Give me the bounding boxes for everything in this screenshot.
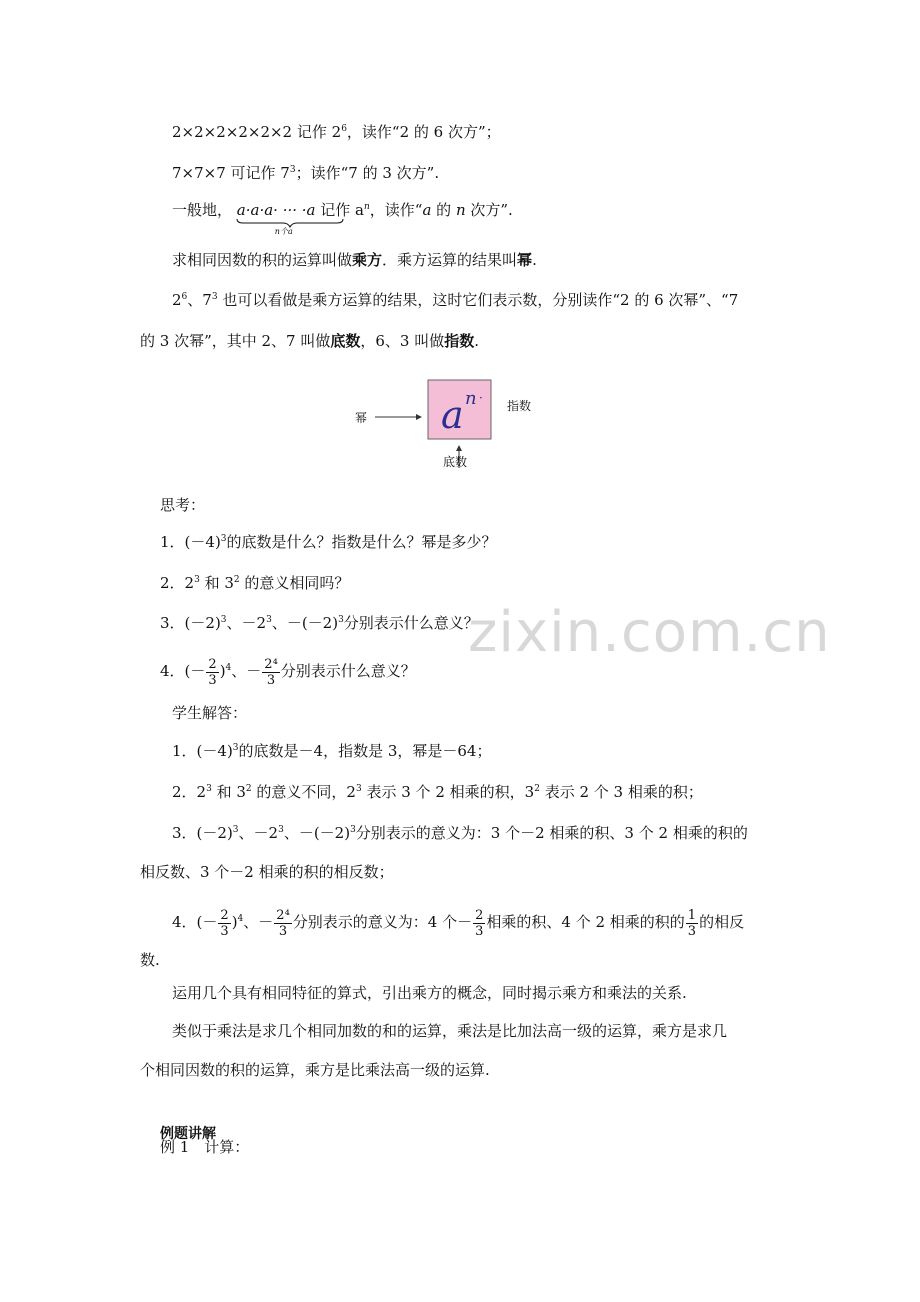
question-3 bbox=[160, 613, 479, 633]
label-exponent: 指数 bbox=[507, 399, 532, 413]
numerator: 2 bbox=[208, 656, 217, 672]
text: . bbox=[532, 251, 537, 269]
exponent: 3 bbox=[278, 825, 284, 835]
question-2 bbox=[160, 573, 349, 593]
exponent: 3 bbox=[266, 615, 272, 625]
text: ) bbox=[231, 913, 238, 931]
note-1: 运用几个具有相同特征的算式，引出乘方的概念，同时揭示乘方和乘法的关系. bbox=[172, 984, 687, 1002]
text: 的 3 次幂”，其中 2、7 叫做 bbox=[140, 332, 331, 350]
text: 表示 3 个 2 相乘的积，3 bbox=[361, 783, 535, 801]
fraction bbox=[206, 657, 218, 688]
product-underbrace bbox=[236, 200, 316, 236]
text: ) bbox=[219, 662, 226, 680]
exponent: 3 bbox=[220, 615, 227, 625]
text: 2．2 bbox=[172, 783, 207, 801]
answer-3-line-2: 相反数、3 个－2 相乘的积的相反数； bbox=[140, 863, 394, 881]
paragraph-line-2 bbox=[140, 331, 479, 351]
line-2-power-6 bbox=[172, 122, 501, 142]
term-mi: 幂 bbox=[517, 251, 533, 269]
line-general-power bbox=[172, 200, 513, 236]
answer-3 bbox=[172, 823, 748, 843]
answer-1 bbox=[172, 741, 491, 761]
text: 次方”. bbox=[465, 201, 513, 219]
text: 的相反 bbox=[699, 913, 745, 931]
fraction bbox=[686, 908, 698, 939]
numerator: 1 bbox=[687, 907, 697, 923]
text: 、－ bbox=[231, 662, 262, 680]
think-title: 思考： bbox=[160, 496, 206, 514]
exponent: 3 bbox=[232, 743, 239, 753]
example-1-title: 例 1 计算： bbox=[160, 1138, 250, 1156]
text: 和 3 bbox=[211, 783, 246, 801]
text: 分别表示的意义为：3 个－2 相乘的积、3 个 2 相乘的积的 bbox=[355, 824, 748, 842]
text: ．乘方运算的结果叫 bbox=[382, 251, 518, 269]
denominator: 3 bbox=[266, 672, 276, 688]
var-a: a bbox=[422, 201, 432, 219]
label-power: 幂 bbox=[355, 411, 368, 425]
exponent: 3 bbox=[350, 825, 356, 835]
answer-2 bbox=[172, 782, 703, 802]
denominator: 3 bbox=[220, 923, 229, 939]
exponent: n bbox=[363, 202, 370, 212]
exponent: 2 bbox=[534, 784, 540, 794]
text: 分别表示什么意义？ bbox=[280, 662, 416, 680]
text: 一般地， bbox=[172, 201, 233, 219]
text: ；读作“7 的 3 次方”. bbox=[295, 164, 440, 182]
text: 、－(－2) bbox=[283, 824, 351, 842]
fraction bbox=[262, 657, 279, 688]
exponent: 6 bbox=[181, 292, 188, 302]
numerator: 2 bbox=[220, 907, 229, 923]
text: . bbox=[474, 332, 480, 350]
answer-4-line-2: 数. bbox=[140, 951, 160, 969]
exponent: 3 bbox=[355, 784, 362, 794]
fraction bbox=[274, 908, 291, 939]
denominator: 3 bbox=[475, 923, 484, 939]
text: 、－(－2) bbox=[271, 614, 339, 632]
note-2-line-2: 个相同因数的积的运算，乘方是比乘法高一级的运算. bbox=[140, 1061, 490, 1079]
text: 的底数是－4，指数是 3，幂是－64； bbox=[238, 742, 492, 760]
exponent: 3 bbox=[211, 292, 218, 302]
text: ，读作“ bbox=[369, 201, 423, 219]
numerator: 2⁴ bbox=[276, 907, 290, 923]
section-heading: 例题讲解 bbox=[160, 1126, 216, 1142]
text: 记作 a bbox=[320, 201, 364, 219]
text: 的底数是什么？指数是什么？幂是多少？ bbox=[226, 533, 497, 551]
text: 4．(－ bbox=[160, 662, 206, 680]
definition-line bbox=[172, 250, 537, 270]
text: 也可以看做是乘方运算的结果，这时它们表示数，分别读作“2 的 6 次幂”、“7 bbox=[217, 291, 739, 309]
exponent: 3 bbox=[206, 784, 212, 794]
text: 3．(－2) bbox=[160, 614, 221, 632]
text: 1．(－4) bbox=[172, 742, 233, 760]
answer-4 bbox=[172, 902, 744, 942]
fraction bbox=[473, 908, 485, 939]
exponent: 3 bbox=[232, 825, 239, 835]
note-2-line-1: 类似于乘法是求几个相同加数的和的运算，乘法是比加法高一级的运算，乘方是求几 bbox=[172, 1022, 728, 1040]
text: 求相同因数的积的运算叫做 bbox=[172, 251, 353, 269]
paragraph-line-1 bbox=[172, 290, 738, 310]
text: 1．(－4) bbox=[160, 533, 221, 551]
numerator: 2⁴ bbox=[264, 656, 278, 672]
text: 分别表示什么意义？ bbox=[343, 614, 479, 632]
exponent: 3 bbox=[220, 534, 227, 544]
text: 、7 bbox=[187, 291, 212, 309]
text: 4．(－ bbox=[172, 913, 218, 931]
text: 3．(－2) bbox=[172, 824, 233, 842]
var-n: n bbox=[455, 201, 466, 219]
exponent: 3 bbox=[194, 575, 200, 585]
brace-note: n个a bbox=[274, 227, 293, 236]
text: 、－2 bbox=[226, 614, 267, 632]
text: 分别表示的意义为：4 个－ bbox=[292, 913, 473, 931]
exponent: 6 bbox=[341, 124, 347, 134]
text: 相乘的积、4 个 2 相乘的积的 bbox=[486, 913, 685, 931]
exponent: 4 bbox=[237, 914, 244, 924]
denominator: 3 bbox=[687, 923, 697, 939]
exponent: 3 bbox=[338, 615, 344, 625]
label-base: 底数 bbox=[443, 455, 468, 469]
question-1 bbox=[160, 532, 497, 552]
question-4 bbox=[160, 653, 416, 689]
exponent: 2 bbox=[245, 784, 252, 794]
text: 的 bbox=[431, 201, 456, 219]
fraction bbox=[218, 908, 230, 939]
denominator: 3 bbox=[278, 923, 288, 939]
text: 2×2×2×2×2×2 记作 2 bbox=[172, 123, 342, 141]
text: 2 bbox=[172, 291, 182, 309]
svg-text:·: · bbox=[479, 391, 483, 405]
answer-title: 学生解答： bbox=[172, 704, 248, 722]
term-chengfang: 乘方 bbox=[352, 251, 383, 269]
denominator: 3 bbox=[208, 672, 217, 688]
line-7-power-3 bbox=[172, 163, 439, 183]
exponent: 3 bbox=[289, 165, 296, 175]
product-expression: a·a·a· ··· ·a bbox=[236, 201, 316, 219]
text: 表示 2 个 3 相乘的积； bbox=[539, 783, 703, 801]
text: 的意义不同，2 bbox=[251, 783, 356, 801]
text: 的意义相同吗？ bbox=[239, 574, 350, 592]
term-zhishu: 指数 bbox=[444, 332, 475, 350]
text: 7×7×7 可记作 7 bbox=[172, 164, 290, 182]
exponent: 4 bbox=[225, 663, 232, 673]
term-dishu: 底数 bbox=[330, 332, 361, 350]
text: 2．2 bbox=[160, 574, 195, 592]
text: 、－2 bbox=[238, 824, 279, 842]
watermark: zixin.com.cn bbox=[468, 600, 831, 665]
text: ，读作“2 的 6 次方”； bbox=[346, 123, 501, 141]
diagram-exponent: n bbox=[465, 388, 477, 409]
numerator: 2 bbox=[475, 907, 484, 923]
diagram-base: a bbox=[441, 393, 464, 437]
text: ，6、3 叫做 bbox=[360, 332, 445, 350]
text: 、－ bbox=[243, 913, 274, 931]
exponent: 2 bbox=[233, 575, 240, 585]
text: 和 3 bbox=[199, 574, 234, 592]
